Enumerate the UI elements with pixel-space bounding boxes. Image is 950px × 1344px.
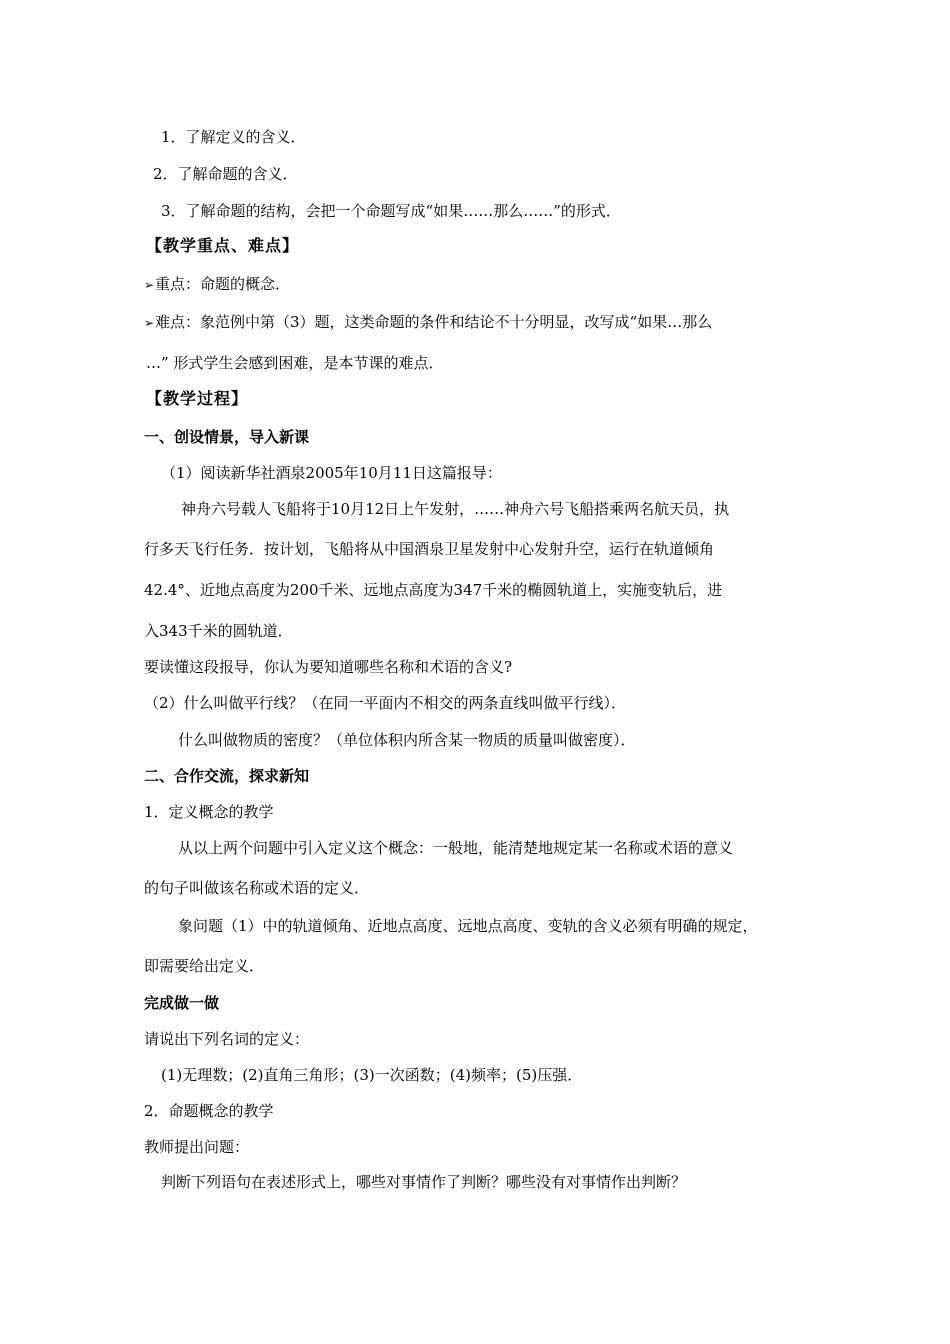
exercise-title: 完成做一做: [144, 994, 220, 1012]
process-heading: 【教学过程】: [146, 389, 249, 408]
subsection-1-title: 1．定义概念的教学: [144, 803, 274, 821]
section-2-title: 二、合作交流，探求新知: [144, 767, 310, 785]
arrow-bullet-icon: ➢: [144, 278, 155, 292]
difficulty-text-line1: 难点：象范例中第（3）题，这类命题的条件和结论不十分明显，改写成“如果…那么: [155, 313, 713, 331]
key-points-heading: 【教学重点、难点】: [146, 236, 300, 255]
example-line-2: 即需要给出定义．: [144, 957, 265, 975]
question-2-line-1: （2）什么叫做平行线？（在同一平面内不相交的两条直线叫做平行线）．: [144, 694, 627, 712]
example-line-1: 象问题（1）中的轨道倾角、近地点高度、远地点高度、变轨的含义必须有明确的规定，: [178, 917, 758, 935]
focus-text: 重点：命题的概念．: [155, 275, 291, 293]
question-2-line-2: 什么叫做物质的密度？（单位体积内所含某一物质的质量叫做密度）．: [178, 731, 636, 749]
report-line-2: 行多天飞行任务．按计划，飞船将从中国酒泉卫星发射中心发射升空，运行在轨道倾角: [144, 540, 715, 558]
arrow-bullet-icon: ➢: [144, 316, 155, 330]
difficulty-text-line2: …” 形式学生会感到困难，是本节课的难点．: [146, 354, 444, 372]
objective-2: 2．了解命题的含义．: [153, 165, 298, 183]
judge-question: 判断下列语句在表述形式上，哪些对事情作了判断？哪些没有对事情作出判断？: [161, 1173, 687, 1191]
report-question: 要读懂这段报导，你认为要知道哪些名称和术语的含义?: [144, 658, 513, 676]
section-1-title: 一、创设情景，导入新课: [144, 428, 310, 446]
definition-line-1: 从以上两个问题中引入定义这个概念：一般地，能清楚地规定某一名称或术语的意义: [178, 839, 734, 857]
definition-line-2: 的句子叫做该名称或术语的定义．: [144, 879, 370, 897]
report-line-4: 入343千米的圆轨道．: [144, 622, 293, 640]
question-1-intro: （1）阅读新华社酒泉2005年10月11日这篇报导：: [161, 464, 502, 482]
difficulty-item: [144, 312, 712, 333]
exercise-prompt: 请说出下列名词的定义：: [144, 1030, 310, 1048]
objective-1: 1．了解定义的含义．: [161, 128, 306, 146]
teacher-prompt: 教师提出问题：: [144, 1138, 250, 1156]
focus-item: [144, 274, 290, 295]
exercise-items: (1)无理数；(2)直角三角形；(3)一次函数；(4)频率；(5)压强．: [161, 1066, 583, 1084]
report-line-1: 神舟六号载人飞船将于10月12日上午发射，……神舟六号飞船搭乘两名航天员，执: [181, 500, 730, 518]
objective-3: 3．了解命题的结构，会把一个命题写成“如果……那么……”的形式．: [161, 202, 621, 220]
report-line-3: 42.4°、近地点高度为200千米、远地点高度为347千米的椭圆轨道上，实施变轨后，进: [144, 581, 723, 599]
subsection-2-title: 2．命题概念的教学: [144, 1102, 274, 1120]
